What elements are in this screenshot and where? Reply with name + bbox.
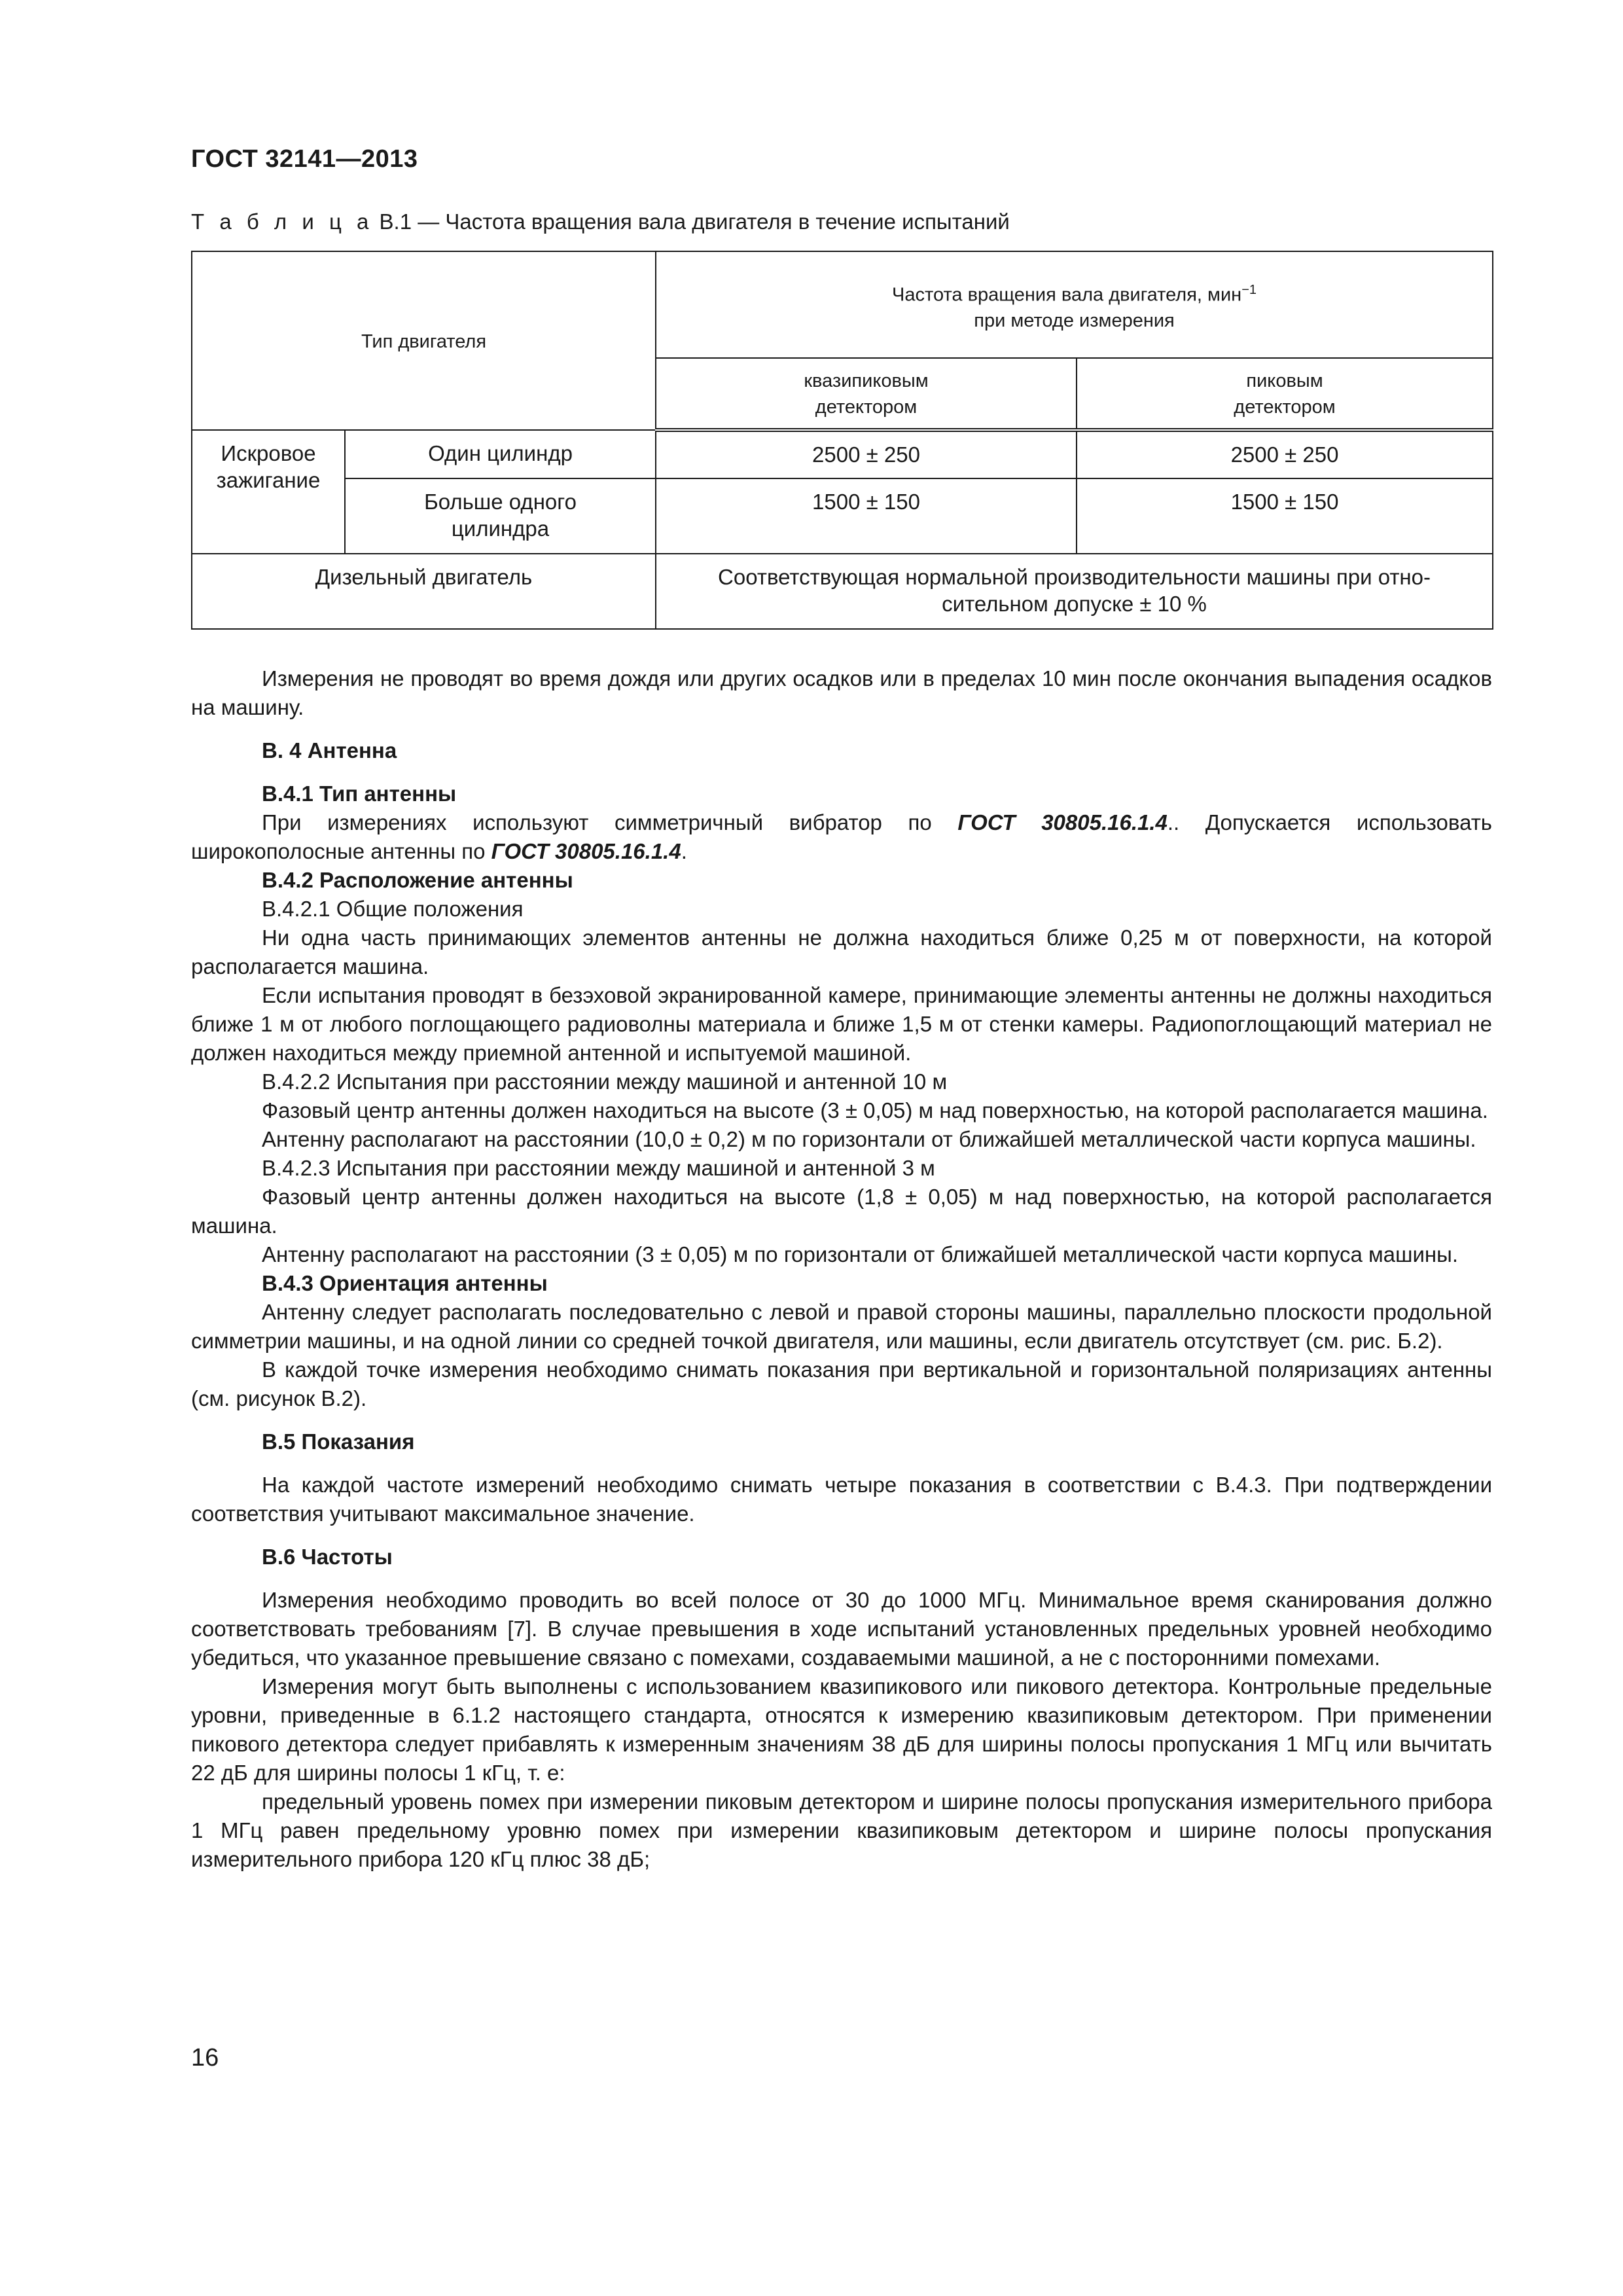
- row-multi-cylinder-label: Больше одного цилиндра: [345, 478, 656, 554]
- section-heading-b42: В.4.2 Расположение антенны: [262, 868, 573, 892]
- paragraph-precipitation: Измерения не проводят во время дождя или других осадков или в пределах 10 мин после окончания выпадения осадков на машину.: [191, 666, 1492, 719]
- subsection-heading-b421: В.4.2.1 Общие положения: [262, 897, 524, 921]
- header-rotation-speed: Частота вращения вала двигателя, мин$^{-1}$ при методе измерения: [656, 251, 1493, 358]
- paragraph-b43-b: В каждой точке измерения необходимо снимать показания при вертикальной и горизонтальной поляризациях антенны (см. рисунок В.2).: [191, 1357, 1492, 1410]
- paragraph-b423-b: Антенну располагают на расстоянии (3 ± 0,05) м по горизонтали от ближайшей металлической части корпуса машины.: [262, 1242, 1459, 1266]
- table-caption-label: Т а б л и ц а: [191, 209, 374, 234]
- document-header: ГОСТ 32141—2013: [191, 145, 418, 173]
- paragraph-b6-c: предельный уровень помех при измерении пиковым детектором и ширине полосы пропускания измерительного прибора 1 МГц равен предельному уровню помех при измерении квазипиковым детектором и ширине полосы пропускания измерительного прибора 120 кГц плюс 38 дБ;: [191, 1789, 1492, 1871]
- standard-reference: ГОСТ 30805.16.1.4: [957, 810, 1168, 834]
- subsection-heading-b422: В.4.2.2 Испытания при расстоянии между машиной и антенной 10 м: [262, 1069, 948, 1094]
- row-diesel-value: Соответствующая нормальной производительности машины при отно- сительном допуске ± 10 %: [656, 554, 1493, 629]
- row-one-cylinder-qp: 2500 ± 250: [656, 430, 1077, 478]
- header-engine-type: Тип двигателя: [192, 251, 656, 430]
- section-heading-b4: В. 4 Антенна: [262, 738, 397, 762]
- subsection-heading-b423: В.4.2.3 Испытания при расстоянии между машиной и антенной 3 м: [262, 1156, 935, 1180]
- paragraph-b6-b: Измерения могут быть выполнены с использованием квазипикового или пикового детектора. Контрольные предельные уровни, приведенные в 6.1.2 настоящего стандарта, относятся к измерению квазипиковым детектором. При применении пикового детектора следует прибавлять к измеренным значениям 38 дБ для ширины полосы пропускания 1 МГц или вычитать 22 дБ для ширины полосы 1 кГц, т. е:: [191, 1674, 1492, 1785]
- section-heading-b43: В.4.3 Ориентация антенны: [262, 1271, 548, 1295]
- row-diesel-label: Дизельный двигатель: [192, 554, 656, 629]
- paragraph-b6-a: Измерения необходимо проводить во всей полосе от 30 до 1000 МГц. Минимальное время сканирования должно соответствовать требованиям [7]. В случае превышения в ходе испытаний установленных предельных уровней необходимо убедиться, что указанное превышение связано с помехами, создаваемыми машиной, а не с посторонними помехами.: [191, 1588, 1492, 1670]
- standard-reference: ГОСТ 30805.16.1.4: [491, 839, 681, 863]
- table-caption: [191, 209, 1010, 234]
- row-multi-cylinder-qp: 1500 ± 150: [656, 478, 1077, 554]
- row-one-cylinder-label: Один цилиндр: [345, 430, 656, 478]
- section-heading-b6: В.6 Частоты: [262, 1545, 393, 1569]
- section-heading-b41: В.4.1 Тип антенны: [262, 781, 457, 806]
- row-one-cylinder-pk: 2500 ± 250: [1077, 430, 1493, 478]
- header-rotation-speed-exponent: −1: [1241, 282, 1257, 297]
- body-text: [191, 664, 1492, 1874]
- paragraph-b423-a: Фазовый центр антенны должен находиться на высоте (1,8 ± 0,05) м над поверхностью, на которой располагается машина.: [191, 1185, 1492, 1238]
- row-multi-cylinder-pk: 1500 ± 150: [1077, 478, 1493, 554]
- paragraph-b41: При измерениях используют симметричный вибратор по ГОСТ 30805.16.1.4.. Допускается использовать широкополосные антенны по ГОСТ 30805.16.1.4.: [191, 810, 1492, 863]
- paragraph-b421-b: Если испытания проводят в безэховой экранированной камере, принимающие элементы антенны не должны находиться ближе 1 м от любого поглощающего радиоволны материала и ближе 1,5 м от стенки камеры. Радиопоглощающий материал не должен находиться между приемной антенной и испытуемой машиной.: [191, 983, 1492, 1065]
- paragraph-b422-b: Антенну располагают на расстоянии (10,0 ± 0,2) м по горизонтали от ближайшей металлической части корпуса машины.: [262, 1127, 1476, 1151]
- group-spark-ignition: Искровое зажигание: [192, 430, 345, 554]
- table-caption-text: В.1 — Частота вращения вала двигателя в течение испытаний: [373, 209, 1010, 234]
- header-peak: пиковым детектором: [1077, 358, 1493, 430]
- paragraph-b43-a: Антенну следует располагать последовательно с левой и правой стороны машины, параллельно плоскости продольной симметрии машины, и на одной линии со средней точкой двигателя, или машины, если двигатель отсутствует (см. рис. Б.2).: [191, 1300, 1492, 1353]
- header-quasi-peak: квазипиковым детектором: [656, 358, 1077, 430]
- paragraph-b422-a: Фазовый центр антенны должен находиться на высоте (3 ± 0,05) м над поверхностью, на которой располагается машина.: [262, 1098, 1488, 1122]
- paragraph-b421-a: Ни одна часть принимающих элементов антенны не должна находиться ближе 0,25 м от поверхности, на которой располагается машина.: [191, 925, 1492, 978]
- engine-speed-table: [191, 251, 1493, 630]
- section-heading-b5: В.5 Показания: [262, 1429, 415, 1454]
- paragraph-b5: На каждой частоте измерений необходимо снимать четыре показания в соответствии с В.4.3. При подтверждении соответствия учитывают максимальное значение.: [191, 1473, 1492, 1526]
- page-number: 16: [191, 2044, 219, 2072]
